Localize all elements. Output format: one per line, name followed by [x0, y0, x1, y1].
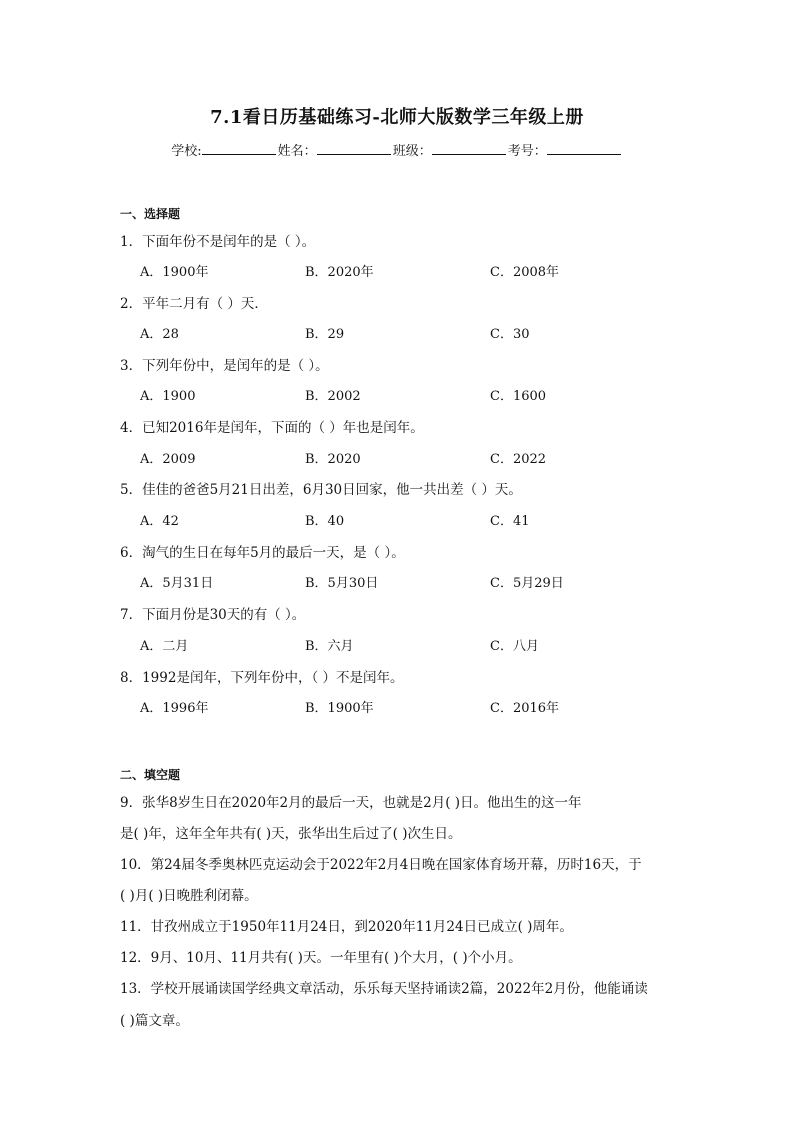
option-a: A．1900 — [140, 389, 196, 404]
question-stem: 1．下面年份不是闰年的是（ ）。 — [120, 234, 316, 250]
fill-line: 是( )年，这年全年共有( )天，张华出生后过了( )次生日。 — [120, 826, 462, 842]
class-label: 班级： — [392, 144, 432, 159]
option-a: A．1900年 — [140, 265, 209, 280]
option-b: B．六月 — [305, 639, 354, 654]
fill-line: 13．学校开展诵读国学经典文章活动，乐乐每天坚持诵读2篇，2022年2月份，他能诵读 — [120, 981, 648, 997]
option-c: C．八月 — [490, 639, 539, 654]
exam-no-field[interactable] — [547, 142, 621, 155]
fill-line: 12．9月、10月、11月共有( )天。一年里有( )个大月，( )个小月。 — [120, 950, 522, 966]
fill-line: 9．张华8岁生日在2020年2月的最后一天，也就是2月( )日。他出生的这一年 — [120, 795, 582, 811]
option-c: C．5月29日 — [490, 576, 564, 591]
question-stem: 4．已知2016年是闰年，下面的（ ）年也是闰年。 — [120, 420, 424, 436]
option-c: C．30 — [490, 327, 530, 342]
option-b: B．2020年 — [305, 265, 374, 280]
option-b: B．40 — [305, 514, 345, 529]
option-c: C．2008年 — [490, 265, 560, 280]
option-b: B．2020 — [305, 452, 361, 467]
question-stem: 6．淘气的生日在每年5月的最后一天，是（ ）。 — [120, 545, 405, 561]
student-info-line — [0, 140, 794, 159]
class-field[interactable] — [432, 142, 506, 155]
school-field[interactable] — [202, 142, 276, 155]
fill-line: 11．甘孜州成立于1950年11月24日，到2020年11月24日已成立( )周年。 — [120, 919, 573, 935]
question-stem: 7．下面月份是30天的有（ ）。 — [120, 607, 306, 623]
option-c: C．1600 — [490, 389, 547, 404]
fill-line: ( )月( )日晚胜利闭幕。 — [120, 888, 258, 904]
option-b: B．5月30日 — [305, 576, 379, 591]
option-a: A．1996年 — [140, 701, 209, 716]
exam-no-label: 考号： — [507, 144, 547, 159]
page-title: 7.1看日历基础练习-北师大版数学三年级上册 — [210, 107, 584, 128]
option-a: A．42 — [140, 514, 179, 529]
school-label: 学校: — [171, 144, 202, 159]
option-a: A．二月 — [140, 639, 189, 654]
option-c: C．2016年 — [490, 701, 560, 716]
option-c: C．41 — [490, 514, 530, 529]
fill-line: 10．第24届冬季奥林匹克运动会于2022年2月4日晚在国家体育场开幕，历时16天，于 — [120, 857, 642, 873]
option-b: B．1900年 — [305, 701, 374, 716]
section-heading-fill: 二、填空题 — [120, 768, 181, 782]
question-stem: 3．下列年份中，是闰年的是（ ）。 — [120, 358, 329, 374]
section-heading-choice: 一、选择题 — [120, 207, 181, 221]
name-field[interactable] — [317, 142, 391, 155]
option-b: B．29 — [305, 327, 345, 342]
option-a: A．2009 — [140, 452, 196, 467]
option-c: C．2022 — [490, 452, 547, 467]
option-a: A．28 — [140, 327, 179, 342]
option-a: A．5月31日 — [140, 576, 214, 591]
option-b: B．2002 — [305, 389, 361, 404]
fill-line: ( )篇文章。 — [120, 1013, 189, 1029]
question-stem: 2．平年二月有（ ）天． — [120, 296, 268, 312]
name-label: 姓名： — [277, 144, 317, 159]
question-stem: 8．1992是闰年，下列年份中，（ ）不是闰年。 — [120, 670, 404, 686]
question-stem: 5．佳佳的爸爸5月21日出差，6月30日回家，他一共出差（ ）天。 — [120, 482, 522, 498]
